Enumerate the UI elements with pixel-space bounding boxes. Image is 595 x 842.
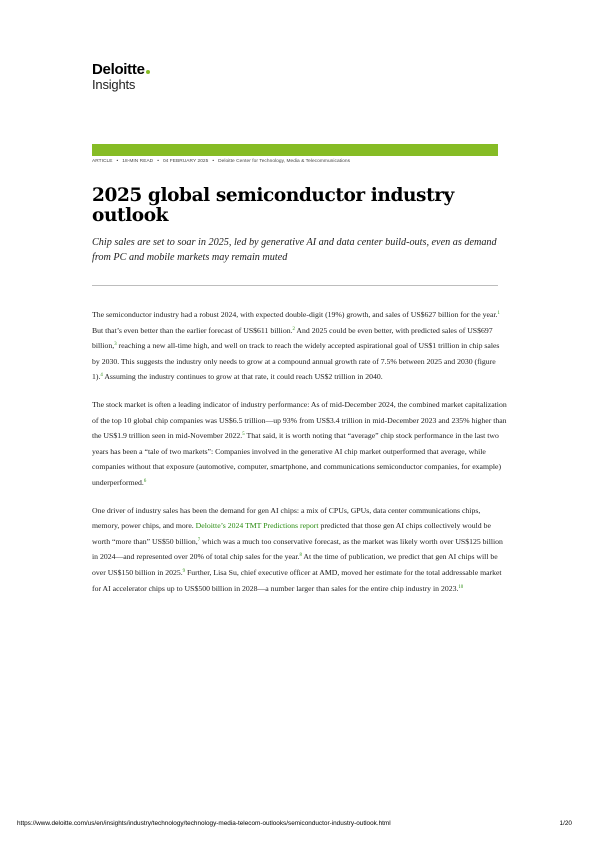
text: One driver of industry sales has been the demand for gen AI chips: a mix of CPUs, GPUs, data center communications chips, memory, power chips, and more. xyxy=(92,505,481,531)
meta-date: 04 FEBRUARY 2025 xyxy=(162,159,209,164)
meta-center: Deloitte Center for Technology, Media & Telecommunications xyxy=(218,159,351,164)
divider xyxy=(92,285,498,286)
paragraph-3 xyxy=(92,503,508,597)
text: But that’s even better than the earlier forecast of US$611 billion. xyxy=(92,325,293,335)
article-meta xyxy=(92,159,350,164)
paragraph-1 xyxy=(92,307,508,385)
text: predicted that those gen AI chips collectively would be worth “more than” US$50 billion, xyxy=(92,521,491,546)
meta-read-time: 18-MIN READ xyxy=(122,159,154,164)
text: And 2025 could be even better, with predicted sales of US$697 billion, xyxy=(92,325,493,351)
endnote-ref-9[interactable]: 9 xyxy=(182,568,186,574)
endnote-ref-3[interactable]: 3 xyxy=(114,342,117,348)
text: Assuming the industry continues to grow at that rate, it could reach US$2 trillion in 2040. xyxy=(102,372,383,382)
endnote-ref-4[interactable]: 4 xyxy=(100,373,103,379)
tmt-predictions-link[interactable]: Deloitte’s 2024 TMT Predictions report xyxy=(195,521,319,531)
page-number: 1/20 xyxy=(559,820,572,827)
paragraph-2 xyxy=(92,397,508,491)
deloitte-insights-logo xyxy=(92,62,150,91)
text: Further, Lisa Su, chief executive officer at AMD, moved her estimate for the total addressable market for AI accelerator chips up to US$500 billion in 2028—a number larger than sales for the entire chip industry in 2023. xyxy=(92,567,502,593)
logo-sub: Insights xyxy=(92,77,136,92)
endnote-ref-7[interactable]: 7 xyxy=(197,537,201,543)
text: At the time of publication, we predict that gen AI chips will be over US$150 billion in 2025. xyxy=(92,552,498,577)
text: The stock market is often a leading indicator of industry performance: As of mid-December 2024, the combined market capitalization of the top 10 global chip companies was US$6.5 trillion—up 93% from US$3.4 trillion in mid-December 2023 and 235% higher than the US$1.9 trillion seen in mid-November 2022. xyxy=(92,399,507,441)
meta-type: ARTICLE xyxy=(92,159,113,164)
text: The semiconductor industry had a robust 2024, with expected double-digit (19%) growth, and sales of US$627 billion for the year. xyxy=(92,310,498,319)
meta-separator: • xyxy=(212,159,215,164)
logo-dot-icon xyxy=(146,70,150,74)
text: reaching a new all-time high, and well on track to reach the widely accepted aspirational goal of US$1 trillion in chip sales by 2030. This suggests the industry only needs to grow at a compound annual growth rate of 7.5% between 2025 and 2030 (figure 1). xyxy=(92,341,500,382)
meta-separator: • xyxy=(157,159,159,164)
article-body xyxy=(92,307,508,608)
page-title: 2025 global semiconductor industry outlook xyxy=(92,185,454,226)
footer-url: https://www.deloitte.com/us/en/insights/industry/technology/technology-media-telecom-outlooks/semiconductor-industry-outlook.html xyxy=(17,820,391,827)
logo-brand-name: Deloitte xyxy=(92,61,145,78)
endnote-ref-6[interactable]: 6 xyxy=(143,478,147,484)
endnote-ref-8[interactable]: 8 xyxy=(299,553,302,559)
green-header-bar xyxy=(92,144,498,156)
endnote-ref-5[interactable]: 5 xyxy=(242,432,245,438)
logo-brand xyxy=(92,62,150,78)
text: which was a much too conservative forecast, as the market was likely worth over US$125 billion in 2024—and represented over 20% of total chip sales for the year. xyxy=(92,536,503,562)
endnote-ref-1[interactable]: 1 xyxy=(497,311,500,316)
meta-separator: • xyxy=(116,159,119,164)
page-subtitle: Chip sales are set to soar in 2025, led by generative AI and data center build-outs, even as demand from PC and mobile markets may remain muted xyxy=(92,237,497,263)
endnote-ref-10[interactable]: 10 xyxy=(458,584,464,590)
endnote-ref-2[interactable]: 2 xyxy=(292,326,295,332)
text: That said, it is worth noting that “average” chip stock performance in the last two years has been a “tale of two markets”: Companies involved in the generative AI chip market outperformed that average, while companies without that exposure (automotive, computer, smartphone, and communications semiconductor companies, for example) underperformed. xyxy=(92,431,502,487)
